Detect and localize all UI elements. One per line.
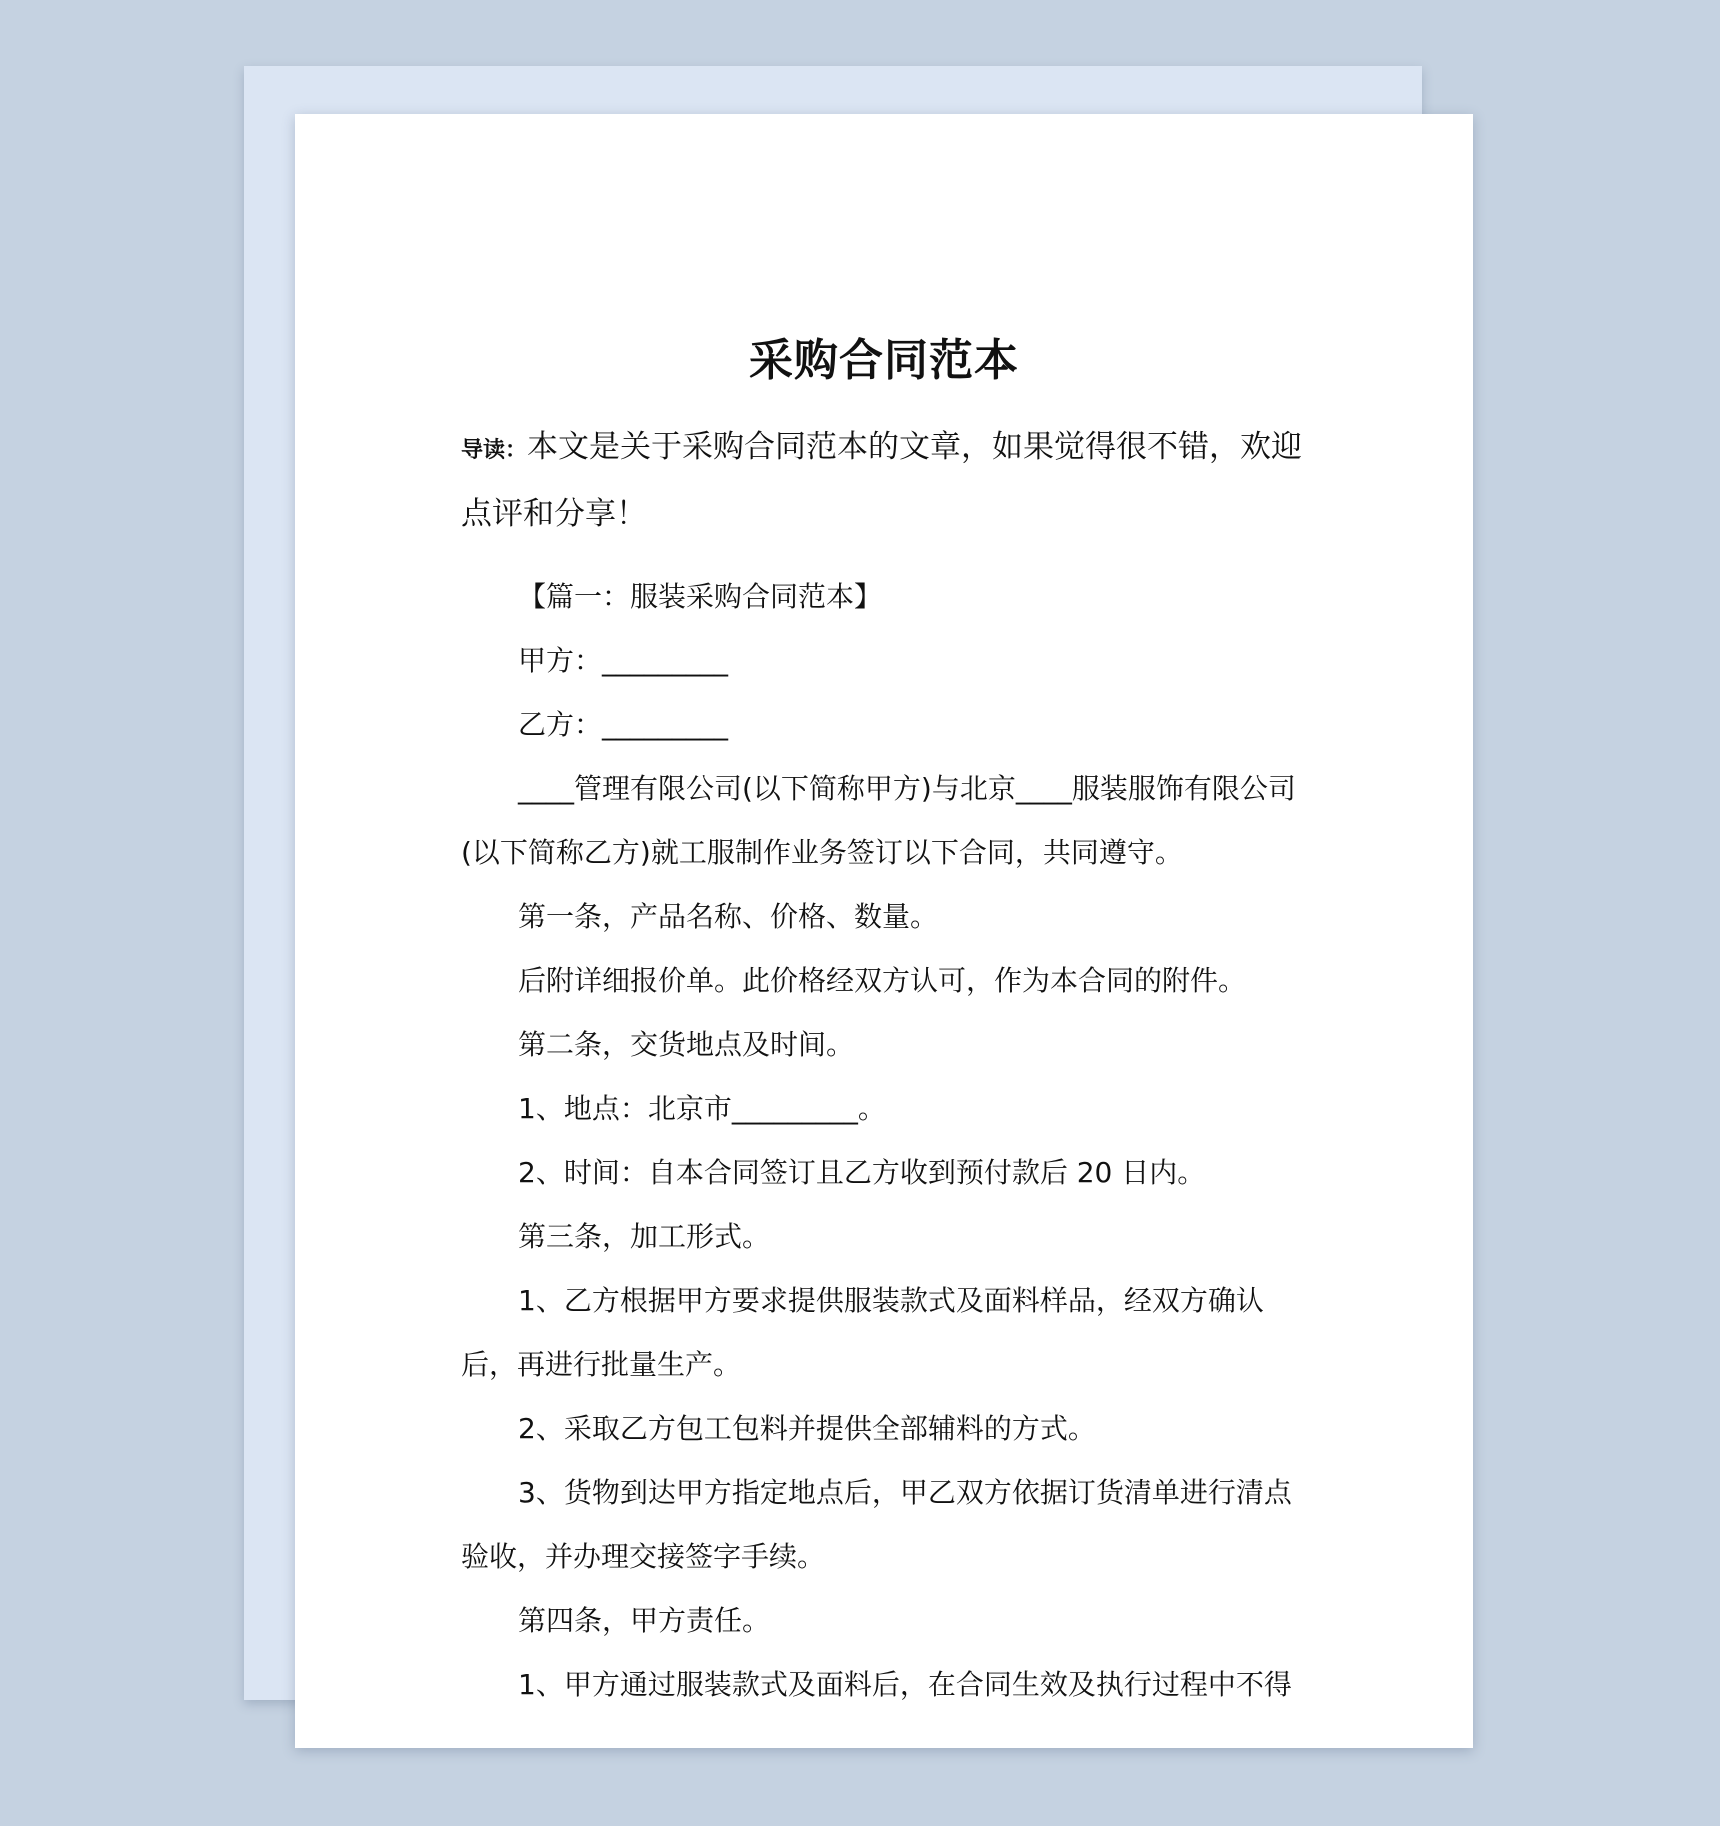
document-page	[295, 114, 1473, 1748]
intro-paragraph	[461, 415, 1311, 546]
document-title: 采购合同范本	[749, 335, 1019, 386]
article-1-heading: 第一条，产品名称、价格、数量。	[518, 900, 939, 933]
article-3-item-1: 1、乙方根据甲方要求提供服装款式及面料样品，经双方确认后，再进行批量生产。	[461, 1284, 1264, 1381]
party-b-line: 乙方：_________	[518, 708, 729, 741]
document-body	[461, 565, 1311, 1717]
article-1-text: 后附详细报价单。此价格经双方认可，作为本合同的附件。	[518, 964, 1247, 997]
intro-label: 导读：	[461, 437, 528, 463]
section-heading: 【篇一：服装采购合同范本】	[518, 580, 883, 613]
article-3-item-3: 3、货物到达甲方指定地点后，甲乙双方依据订货清单进行清点验收，并办理交接签字手续。	[461, 1476, 1292, 1573]
article-4-heading: 第四条，甲方责任。	[518, 1604, 771, 1637]
article-2-item-1: 1、地点：北京市_________。	[518, 1092, 886, 1125]
article-3-heading: 第三条，加工形式。	[518, 1220, 771, 1253]
party-a-line: 甲方：_________	[518, 644, 729, 677]
intro-text: 本文是关于采购合同范本的文章，如果觉得很不错，欢迎点评和分享！	[461, 429, 1303, 532]
article-2-heading: 第二条，交货地点及时间。	[518, 1028, 855, 1061]
preamble-paragraph: ____管理有限公司(以下简称甲方)与北京____服装服饰有限公司(以下简称乙方)就工服制作业务签订以下合同，共同遵守。	[461, 772, 1296, 869]
article-3-item-2: 2、采取乙方包工包料并提供全部辅料的方式。	[518, 1412, 1096, 1445]
article-2-item-2: 2、时间：自本合同签订且乙方收到预付款后 20 日内。	[518, 1156, 1206, 1189]
article-4-item-1: 1、甲方通过服装款式及面料后，在合同生效及执行过程中不得	[518, 1668, 1292, 1701]
